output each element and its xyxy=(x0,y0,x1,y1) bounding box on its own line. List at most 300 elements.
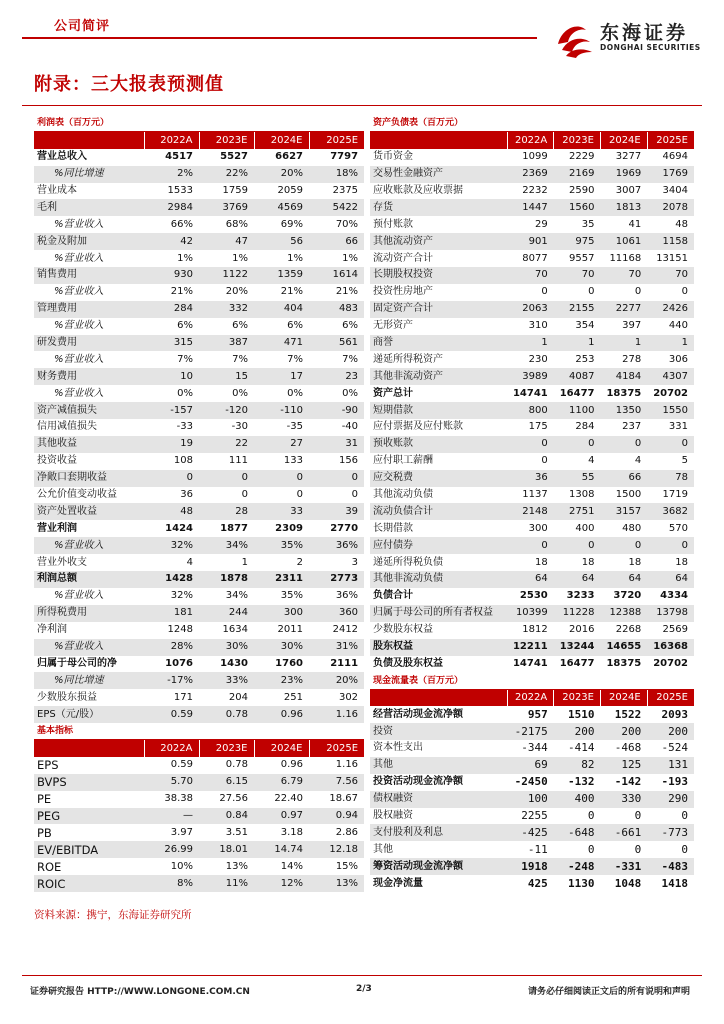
income-row xyxy=(34,622,364,639)
income-row xyxy=(34,284,364,301)
balance-row xyxy=(370,537,694,554)
balance-row-label: 无形资产 xyxy=(373,320,413,332)
balance-row-value: 12388 xyxy=(601,605,648,622)
cashflow-column-header-row xyxy=(370,689,694,706)
basic-row-value: 14% xyxy=(280,860,303,872)
balance-row-value: 13151 xyxy=(656,252,688,264)
income-row-value: 6% xyxy=(177,320,193,332)
balance-row-label: 应付票据及应付账款 xyxy=(373,421,463,433)
income-row xyxy=(34,571,364,588)
balance-row-value: 253 xyxy=(575,353,595,365)
cashflow-row-value: -2450 xyxy=(514,775,548,789)
footer-website: 证券研究报告 HTTP://WWW.LONGONE.COM.CN xyxy=(30,987,250,997)
basic-column-header-blank xyxy=(34,740,144,757)
income-row-value: 70% xyxy=(335,218,359,230)
balance-row-value: 66 xyxy=(601,470,648,487)
balance-row-value: 230 xyxy=(528,353,548,365)
basic-row-value: 1.16 xyxy=(335,759,359,771)
income-row-value: 69% xyxy=(280,218,303,230)
balance-row-value: 0 xyxy=(681,286,688,298)
cashflow-row-value: -468 xyxy=(614,741,642,755)
balance-row xyxy=(370,419,694,436)
income-row-label: %营业收入 xyxy=(54,387,104,399)
balance-row-value: 20702 xyxy=(653,657,688,669)
income-row-value: 7% xyxy=(342,353,359,365)
balance-row-value: 55 xyxy=(554,470,601,487)
balance-row-value: 2169 xyxy=(554,166,601,183)
income-row-label: 营业总收入 xyxy=(37,151,87,163)
income-row-label: 投资收益 xyxy=(37,455,77,467)
wave-logo-icon xyxy=(552,16,596,60)
cashflow-row xyxy=(370,791,694,808)
balance-row xyxy=(370,622,694,639)
balance-row xyxy=(370,402,694,419)
footer-divider xyxy=(22,975,702,976)
income-row-value: 2011 xyxy=(277,624,303,636)
cashflow-row-value: -142 xyxy=(614,775,642,789)
basic-row-value: 3.18 xyxy=(280,826,303,838)
income-row-value: 4569 xyxy=(254,199,309,216)
income-row xyxy=(34,385,364,402)
left-table xyxy=(34,115,364,892)
cashflow-row-value: -773 xyxy=(647,824,694,841)
cashflow-row-label: 现金净流量 xyxy=(373,877,423,889)
balance-row-value: 3277 xyxy=(615,151,642,163)
balance-row-value: 0 xyxy=(634,286,642,298)
cashflow-row-value: -648 xyxy=(554,824,601,841)
income-row-value: 31% xyxy=(309,639,364,656)
cashflow-row xyxy=(370,706,694,723)
balance-row-label: 流动负债合计 xyxy=(370,503,507,520)
basic-section-header xyxy=(34,723,364,740)
cashflow-row xyxy=(370,808,694,825)
income-row-label: EPS（元/股） xyxy=(34,706,144,723)
balance-column-header-row xyxy=(370,132,694,149)
balance-row-value: 1813 xyxy=(601,199,648,216)
balance-row xyxy=(370,199,694,216)
income-row-value: 302 xyxy=(338,691,359,703)
income-row xyxy=(34,335,364,352)
income-row xyxy=(34,351,364,368)
balance-row-value: 5 xyxy=(681,455,688,467)
cashflow-row-value: -11 xyxy=(527,842,548,856)
income-row-value: 5527 xyxy=(220,151,248,163)
income-section-header xyxy=(34,115,364,132)
cashflow-row-value: 200 xyxy=(647,723,694,740)
income-row-value: 20% xyxy=(254,166,309,183)
balance-row-value: 18 xyxy=(581,556,595,568)
balance-row-value: 1719 xyxy=(662,489,688,501)
cashflow-row-value: 1418 xyxy=(661,876,688,890)
income-row-value: 21% xyxy=(335,286,359,298)
company-logo xyxy=(552,16,712,60)
cashflow-row-label: 经营活动现金流净额 xyxy=(373,708,463,720)
source-note: 资料来源：携宁，东海证券研究所 xyxy=(34,909,192,921)
income-row-value: 1% xyxy=(342,252,359,264)
cashflow-row xyxy=(370,723,694,740)
income-row-value: 56 xyxy=(254,233,309,250)
balance-row xyxy=(370,520,694,537)
income-row-value: 7797 xyxy=(330,151,359,163)
basic-row-value: 8% xyxy=(144,875,199,892)
balance-row-value: 400 xyxy=(575,522,595,534)
income-row xyxy=(34,436,364,453)
balance-row xyxy=(370,605,694,622)
income-row-value: 930 xyxy=(144,267,199,284)
balance-row-value: 278 xyxy=(622,353,642,365)
balance-row-value: 1 xyxy=(554,335,601,352)
cashflow-row-value: 1510 xyxy=(568,707,595,721)
balance-row xyxy=(370,149,694,166)
balance-year-header: 2025E xyxy=(647,132,694,149)
income-row-value: 34% xyxy=(199,537,254,554)
balance-row-label: 长期借款 xyxy=(373,522,413,534)
balance-row-value: 2530 xyxy=(519,590,548,602)
income-row xyxy=(34,520,364,537)
income-row xyxy=(34,605,364,622)
balance-row-value: 2078 xyxy=(647,199,694,216)
basic-row-label: ROIC xyxy=(34,875,144,892)
income-row xyxy=(34,639,364,656)
balance-row-label: 归属于母公司的所有者权益 xyxy=(370,605,507,622)
balance-row-value: 18 xyxy=(628,556,642,568)
cashflow-row-value: -524 xyxy=(661,741,688,755)
basic-row-value: 12% xyxy=(254,875,309,892)
income-row-value: -157 xyxy=(144,402,199,419)
income-row-value: 22% xyxy=(199,166,254,183)
income-row-value: 156 xyxy=(338,455,359,467)
balance-row-value: 35 xyxy=(581,218,595,230)
balance-row-value: 2277 xyxy=(601,301,648,318)
basic-row-value: 0.97 xyxy=(254,808,309,825)
income-row-label: %营业收入 xyxy=(54,320,104,332)
income-row-value: 181 xyxy=(144,605,199,622)
income-row-value: 0 xyxy=(199,470,254,487)
basic-row-value: 0.94 xyxy=(309,808,364,825)
balance-row-value: 2268 xyxy=(615,624,642,636)
income-row xyxy=(34,470,364,487)
balance-row xyxy=(370,368,694,385)
balance-row-value: 0 xyxy=(647,436,694,453)
income-row-value: 20% xyxy=(225,286,248,298)
balance-row-value: 3007 xyxy=(615,185,642,196)
income-row-value: 1248 xyxy=(167,624,193,636)
income-row-value: -30 xyxy=(231,421,248,433)
balance-row-value: 70 xyxy=(601,267,648,284)
income-row-value: 30% xyxy=(254,639,309,656)
balance-row-value: 4307 xyxy=(647,368,694,385)
basic-row-value: 0.78 xyxy=(225,759,248,771)
income-row xyxy=(34,149,364,166)
basic-row-value: 13% xyxy=(309,875,364,892)
balance-row-label: 固定资产合计 xyxy=(370,301,507,318)
cashflow-row-value: 125 xyxy=(601,757,648,774)
balance-row-value: 10399 xyxy=(507,605,554,622)
income-row xyxy=(34,301,364,318)
balance-row-value: 1100 xyxy=(554,402,601,419)
income-row-label: 净利润 xyxy=(37,624,67,636)
balance-row-label: 流动资产合计 xyxy=(373,252,433,264)
income-row-value: 0 xyxy=(254,470,309,487)
income-row xyxy=(34,199,364,216)
basic-section-title: 基本指标 xyxy=(34,723,364,740)
cashflow-section-title: 现金流量表（百万元） xyxy=(370,672,694,689)
income-row-label: 毛利 xyxy=(34,199,144,216)
balance-row-value: 64 xyxy=(507,571,554,588)
income-row xyxy=(34,318,364,335)
income-row-value: 1% xyxy=(177,252,193,264)
income-row-value: -90 xyxy=(309,402,364,419)
balance-row-label: 少数股东权益 xyxy=(373,624,433,636)
income-row-value: 2773 xyxy=(309,571,364,588)
basic-row xyxy=(34,841,364,858)
basic-row-value: 2.86 xyxy=(335,826,359,838)
income-row-label: 归属于母公司的净 xyxy=(37,657,117,669)
cashflow-column-header-blank xyxy=(370,689,507,706)
income-row-value: 244 xyxy=(199,605,254,622)
income-row-value: 32% xyxy=(144,537,199,554)
income-row-label: %营业收入 xyxy=(54,590,104,602)
balance-row-value: 1061 xyxy=(601,233,648,250)
income-row-value: 0 xyxy=(351,489,359,501)
cashflow-row-value: 2255 xyxy=(521,808,548,822)
basic-row-label: BVPS xyxy=(34,774,144,791)
income-row xyxy=(34,402,364,419)
balance-row-value: 0 xyxy=(507,436,554,453)
income-row-value: 332 xyxy=(199,301,254,318)
balance-row xyxy=(370,335,694,352)
income-row-value: 0 xyxy=(296,489,303,501)
balance-row xyxy=(370,639,694,656)
basic-row-value: 0.59 xyxy=(170,759,193,771)
income-row-value: 20% xyxy=(309,672,364,689)
income-row-value: 28% xyxy=(144,639,199,656)
balance-row-value: 2569 xyxy=(662,624,688,636)
balance-row xyxy=(370,470,694,487)
balance-year-header: 2022A xyxy=(507,132,554,149)
balance-row-value: 16368 xyxy=(647,639,694,656)
balance-row xyxy=(370,453,694,470)
income-row xyxy=(34,487,364,504)
basic-row xyxy=(34,808,364,825)
balance-row-value: 3404 xyxy=(662,185,688,196)
balance-row-value: 13244 xyxy=(554,639,601,656)
income-row xyxy=(34,706,364,723)
income-row-value: -17% xyxy=(144,672,199,689)
balance-row-value: 0 xyxy=(601,436,648,453)
cashflow-row-value: 200 xyxy=(554,723,601,740)
cashflow-row-value: 1522 xyxy=(614,707,642,721)
basic-row-value: 11% xyxy=(199,875,254,892)
income-row-value: 300 xyxy=(254,605,309,622)
balance-section-header xyxy=(370,115,694,132)
income-row-value: 22 xyxy=(199,436,254,453)
cashflow-row-label: 其他 xyxy=(370,757,507,774)
cashflow-row xyxy=(370,875,694,892)
balance-row-label: 长期股权投资 xyxy=(370,267,507,284)
balance-row-value: 1 xyxy=(601,335,648,352)
income-row xyxy=(34,419,364,436)
balance-row-value: 284 xyxy=(575,421,595,433)
balance-row-value: 64 xyxy=(601,571,648,588)
income-row-value: 1760 xyxy=(275,657,303,669)
balance-row-value: 1137 xyxy=(522,489,548,501)
income-row-value: 360 xyxy=(309,605,364,622)
cashflow-row-label: 债权融资 xyxy=(370,791,507,808)
income-row-value: 23 xyxy=(309,368,364,385)
income-row-value: 133 xyxy=(283,455,303,467)
income-row-value: 404 xyxy=(254,301,309,318)
balance-year-header: 2023E xyxy=(554,132,601,149)
income-row-value: 33 xyxy=(254,503,309,520)
balance-section-title: 资产负债表（百万元） xyxy=(370,115,694,132)
income-row-label: 营业成本 xyxy=(37,185,77,196)
basic-row-label: EV/EBITDA xyxy=(34,841,144,858)
cashflow-row-value: 0 xyxy=(634,808,642,822)
balance-row-value: 20702 xyxy=(653,387,688,399)
income-row-label: 研发费用 xyxy=(34,335,144,352)
income-row-value: 66% xyxy=(170,218,193,230)
cashflow-row-value: 200 xyxy=(601,723,648,740)
income-row-value: 21% xyxy=(170,286,193,298)
footer-disclaimer: 请务必仔细阅读正文后的所有说明和声明 xyxy=(527,987,690,997)
balance-row-label: 应付职工薪酬 xyxy=(373,455,433,467)
cashflow-row-value: 0 xyxy=(634,842,642,856)
income-row xyxy=(34,588,364,605)
basic-row xyxy=(34,858,364,875)
basic-row xyxy=(34,774,364,791)
income-row-value: -33 xyxy=(176,421,193,433)
basic-row-value: 15% xyxy=(335,860,359,872)
balance-row-label: 递延所得税负债 xyxy=(373,556,443,568)
income-row-value: 1.16 xyxy=(309,706,364,723)
balance-row-value: 13798 xyxy=(647,605,694,622)
balance-row-value: 480 xyxy=(622,522,642,534)
income-row-value: 108 xyxy=(173,455,193,467)
income-row-label: 净敞口套期收益 xyxy=(34,470,144,487)
balance-row-value: 29 xyxy=(535,218,548,230)
cashflow-row-value: -425 xyxy=(507,824,554,841)
income-row xyxy=(34,216,364,233)
balance-row-value: 3720 xyxy=(613,590,642,602)
income-row-value: 1877 xyxy=(220,522,248,534)
balance-row-value: 2232 xyxy=(522,185,548,196)
report-type-tag: 公司简评 xyxy=(54,19,111,34)
balance-row-label: 负债合计 xyxy=(373,590,413,602)
cashflow-row-value: 0 xyxy=(587,842,595,856)
income-row-value: 0% xyxy=(232,387,248,399)
balance-row-label: 其他非流动负债 xyxy=(370,571,507,588)
balance-year-header: 2024E xyxy=(601,132,648,149)
cashflow-row-label: 筹资活动现金流净额 xyxy=(370,858,507,875)
income-row-label: 其他收益 xyxy=(34,436,144,453)
income-row-label: 税金及附加 xyxy=(34,233,144,250)
balance-row-value: 4 xyxy=(588,455,595,467)
income-row-value: 21% xyxy=(280,286,303,298)
balance-row xyxy=(370,503,694,520)
balance-row-value: 48 xyxy=(675,218,688,230)
income-row-label: 利润总额 xyxy=(34,571,144,588)
income-row-value: 2770 xyxy=(330,522,359,534)
balance-row-value: 18375 xyxy=(606,657,642,669)
income-row-value: -110 xyxy=(254,402,309,419)
income-row-value: 387 xyxy=(199,335,254,352)
income-row-value: 1430 xyxy=(220,657,248,669)
cashflow-row-value: -331 xyxy=(601,858,648,875)
basic-column-header-row xyxy=(34,740,364,757)
basic-row xyxy=(34,875,364,892)
balance-row-value: 2016 xyxy=(569,624,595,636)
balance-row-label: 交易性金融资产 xyxy=(370,166,507,183)
balance-row-value: 0 xyxy=(541,286,548,298)
balance-row-value: 1812 xyxy=(522,624,548,636)
cashflow-row xyxy=(370,757,694,774)
balance-row-value: 3682 xyxy=(647,503,694,520)
cashflow-row-value: 131 xyxy=(647,757,694,774)
income-row-value: 47 xyxy=(199,233,254,250)
income-row-value: 28 xyxy=(199,503,254,520)
income-row-value: 0 xyxy=(309,470,364,487)
balance-row-value: 440 xyxy=(668,320,688,332)
balance-row-value: 12211 xyxy=(507,639,554,656)
balance-row xyxy=(370,301,694,318)
cashflow-row-value: 425 xyxy=(527,876,548,890)
income-row-label: 资产处置收益 xyxy=(34,503,144,520)
cashflow-row-value: 69 xyxy=(507,757,554,774)
income-row-value: 1% xyxy=(287,252,303,264)
right-table xyxy=(370,115,694,892)
income-row-value: 2375 xyxy=(332,185,359,196)
cashflow-year-header: 2022A xyxy=(507,689,554,706)
balance-row-value: 16477 xyxy=(559,657,595,669)
basic-row-label: PE xyxy=(37,792,52,807)
income-row-value: 2984 xyxy=(144,199,199,216)
balance-row-value: 0 xyxy=(601,537,648,554)
cashflow-row-value: 0 xyxy=(681,842,688,856)
income-row-value: 31 xyxy=(309,436,364,453)
balance-row xyxy=(370,656,694,673)
income-row-value: 471 xyxy=(254,335,309,352)
income-row-value: 251 xyxy=(283,691,303,703)
income-row-value: 32% xyxy=(170,590,193,602)
cashflow-row-value: 1048 xyxy=(614,876,642,890)
cashflow-row-value: 100 xyxy=(507,791,554,808)
balance-row-value: 1 xyxy=(507,335,554,352)
balance-row-value: 3989 xyxy=(507,368,554,385)
basic-row-value: 18.01 xyxy=(199,841,254,858)
income-year-header: 2024E xyxy=(254,132,309,149)
page-title: 附录：三大报表预测值 xyxy=(34,74,224,95)
balance-row-label: 资产总计 xyxy=(373,387,413,399)
income-row-value: 1% xyxy=(232,252,248,264)
basic-row-value: 0.96 xyxy=(280,759,303,771)
basic-row-value: 10% xyxy=(170,860,193,872)
balance-row-value: 237 xyxy=(622,421,642,433)
income-row-label: %营业收入 xyxy=(54,353,104,365)
title-divider xyxy=(22,105,702,106)
cashflow-row-value: 290 xyxy=(647,791,694,808)
balance-row-value: 2426 xyxy=(647,301,694,318)
income-row-label: 营业利润 xyxy=(37,522,77,534)
income-row-value: 15 xyxy=(199,368,254,385)
income-row xyxy=(34,503,364,520)
basic-row-label: ROE xyxy=(37,859,62,874)
income-row-value: 39 xyxy=(309,503,364,520)
cashflow-row-value: -132 xyxy=(568,775,595,789)
balance-row-value: 2155 xyxy=(554,301,601,318)
balance-row-value: 2229 xyxy=(569,151,595,163)
balance-row-value: 1308 xyxy=(569,489,595,501)
